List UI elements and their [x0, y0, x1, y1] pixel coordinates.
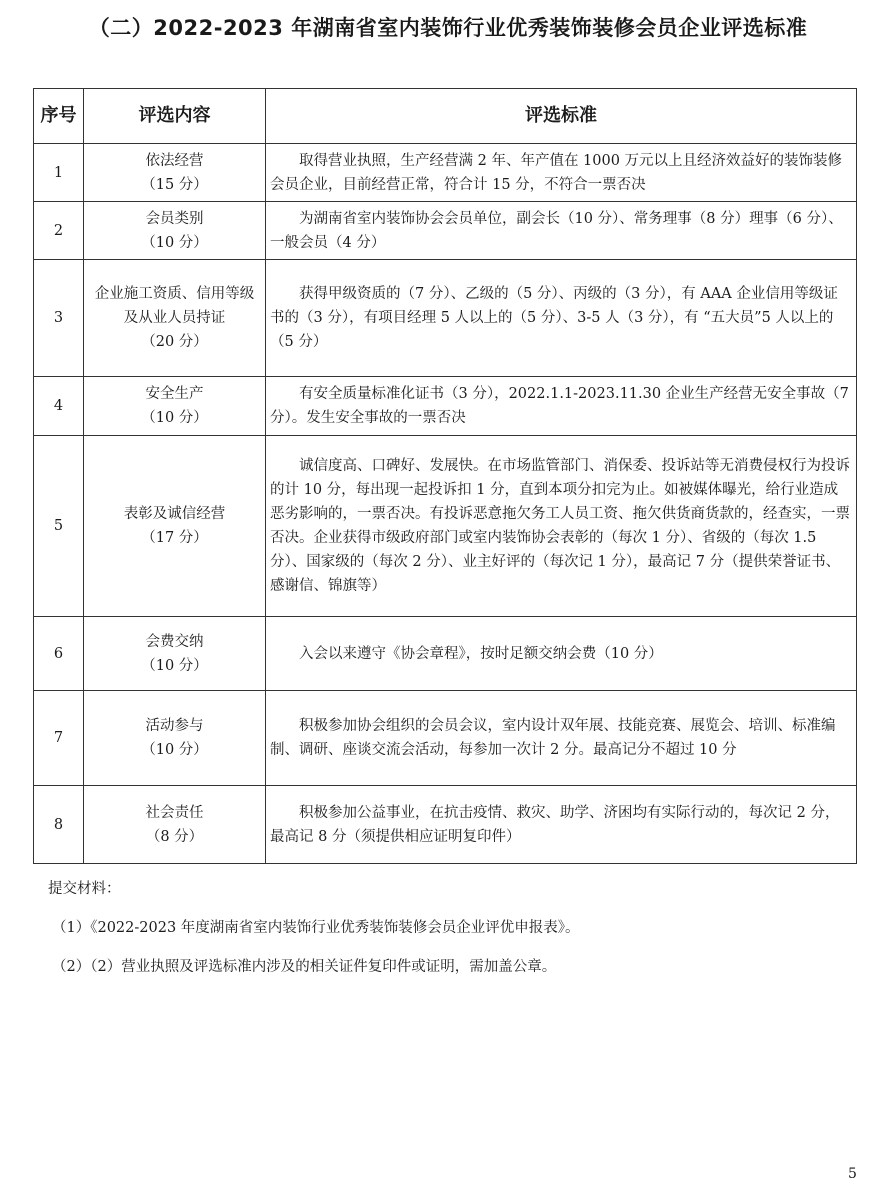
- content-label: 表彰及诚信经营: [123, 506, 226, 522]
- content-label: 会费交纳: [145, 633, 204, 650]
- content-score: （15 分）: [141, 176, 208, 193]
- table-header-row: [34, 89, 857, 144]
- row-content: [84, 617, 266, 691]
- row-index: 8: [34, 786, 84, 864]
- header-content: 评选内容: [84, 89, 266, 144]
- row-standard: 为湖南省室内装饰协会会员单位，副会长（10 分）、常务理事（8 分）理事（6 分）、一般会员（4 分）: [266, 202, 857, 260]
- table-row: [34, 617, 857, 691]
- table-row: [34, 786, 857, 864]
- page-title: （二）2022-2023 年湖南省室内装饰行业优秀装饰装修会员企业评选标准: [88, 16, 808, 40]
- row-content: [84, 691, 266, 786]
- row-index: 5: [34, 436, 84, 617]
- content-score: （17 分）: [141, 530, 208, 546]
- materials-item: （1）《2022-2023 年度湖南省室内装饰行业优秀装饰装修会员企业评优申报表》。: [52, 920, 580, 936]
- content-score: （10 分）: [141, 742, 208, 758]
- table-row: [34, 436, 857, 617]
- content-score: （20 分）: [141, 334, 208, 350]
- content-label: 依法经营: [145, 152, 204, 169]
- row-content: [84, 377, 266, 436]
- materials-item: （2）（2）营业执照及评选标准内涉及的相关证件复印件或证明，需加盖公章。: [52, 959, 557, 975]
- row-content: [84, 786, 266, 864]
- row-content: [84, 144, 266, 202]
- row-content: [84, 202, 266, 260]
- content-score: （10 分）: [141, 234, 208, 251]
- header-index: 序号: [34, 89, 84, 144]
- row-index: 6: [34, 617, 84, 691]
- row-standard: 诚信度高、口碑好、发展快。在市场监管部门、消保委、投诉站等无消费侵权行为投诉的计 10 分，每出现一起投诉扣 1 分，直到本项分扣完为止。如被媒体曝光，给行业造成恶劣影响的，一票否决。有投诉恶意拖欠务工人员工资、拖欠供货商货款的，经查实，一票否决。企业获得市级政府部门或室内装饰协会表彰的（每次 1 分）、省级的（每次 1.5 分）、国家级的（每次 2 分）、业主好评的（每次记 1 分），最高记 7 分（提供荣誉证书、感谢信、锦旗等）: [266, 436, 857, 617]
- content-score: （8 分）: [145, 828, 204, 845]
- table-row: [34, 377, 857, 436]
- criteria-table: [33, 88, 857, 864]
- row-index: 7: [34, 691, 84, 786]
- row-index: 2: [34, 202, 84, 260]
- page-number: 5: [848, 1166, 857, 1182]
- row-standard: 积极参加公益事业，在抗击疫情、救灾、助学、济困均有实际行动的，每次记 2 分，最高记 8 分（须提供相应证明复印件）: [266, 786, 857, 864]
- row-content: [84, 436, 266, 617]
- table-row: [34, 202, 857, 260]
- content-label: 会员类别: [145, 210, 204, 227]
- row-standard: 入会以来遵守《协会章程》，按时足额交纳会费（10 分）: [266, 617, 857, 691]
- content-label: 活动参与: [145, 718, 204, 734]
- row-content: [84, 260, 266, 377]
- content-label: 安全生产: [145, 386, 204, 402]
- content-label: 社会责任: [145, 804, 204, 821]
- row-index: 1: [34, 144, 84, 202]
- row-index: 3: [34, 260, 84, 377]
- table-row: [34, 144, 857, 202]
- table-row: [34, 691, 857, 786]
- row-standard: 积极参加协会组织的会员会议，室内设计双年展、技能竞赛、展览会、培训、标准编制、调研、座谈交流会活动，每参加一次计 2 分。最高记分不超过 10 分: [266, 691, 857, 786]
- row-index: 4: [34, 377, 84, 436]
- content-label: 企业施工资质、信用等级及从业人员持证: [94, 286, 255, 326]
- submission-materials: [48, 877, 848, 994]
- row-standard: 获得甲级资质的（7 分）、乙级的（5 分）、丙级的（3 分），有 AAA 企业信用等级证书的（3 分），有项目经理 5 人以上的（5 分）、3-5 人（3 分），有 “五大员”5 人以上的（5 分）: [266, 260, 857, 377]
- header-standard: 评选标准: [266, 89, 857, 144]
- materials-heading: 提交材料：: [48, 881, 121, 897]
- row-standard: 有安全质量标准化证书（3 分），2022.1.1-2023.11.30 企业生产经营无安全事故（7 分）。发生安全事故的一票否决: [266, 377, 857, 436]
- content-score: （10 分）: [141, 410, 208, 426]
- row-standard: 取得营业执照，生产经营满 2 年、年产值在 1000 万元以上且经济效益好的装饰装修会员企业，目前经营正常，符合计 15 分，不符合一票否决: [266, 144, 857, 202]
- table-row: [34, 260, 857, 377]
- content-score: （10 分）: [141, 657, 208, 674]
